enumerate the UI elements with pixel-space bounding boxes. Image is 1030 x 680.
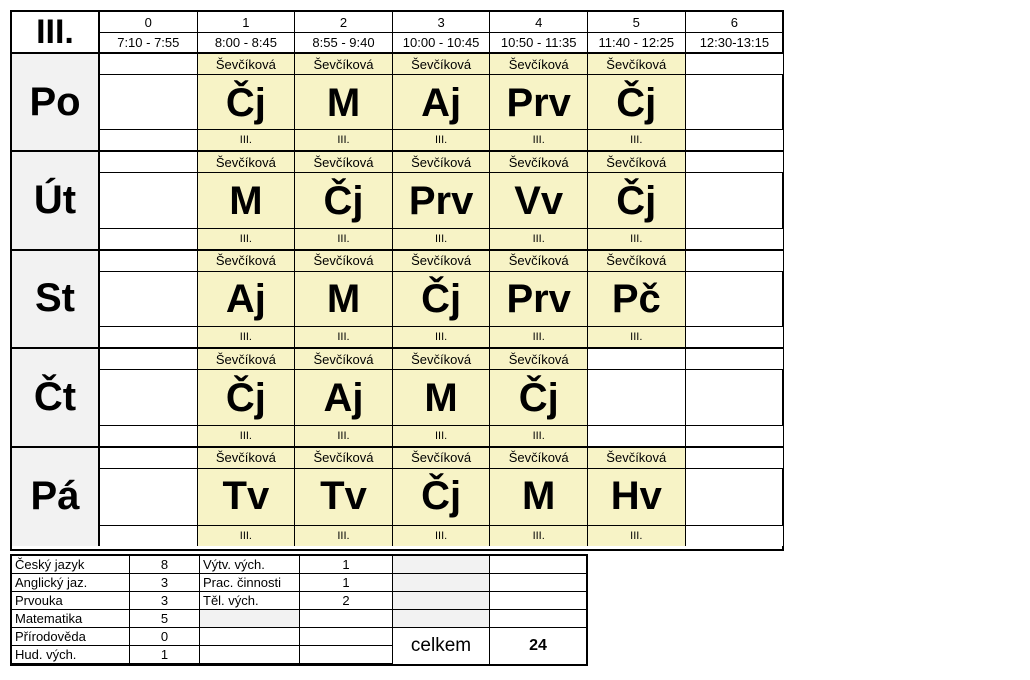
lesson-cell [490,251,588,349]
room-label: III. [198,525,295,546]
empty-teacher-row [100,349,197,370]
room-label: III. [490,326,587,347]
day-label: St [12,251,100,349]
subject-count: 5 [130,610,200,628]
teacher-name: Ševčíková [295,54,392,75]
subject-name: Anglický jaz. [12,574,130,592]
empty-slot [686,152,784,250]
empty-slot [100,349,198,447]
lesson-cell [490,152,588,250]
room-label: III. [490,129,587,150]
period-time: 10:00 - 10:45 [393,33,491,54]
teacher-name: Ševčíková [490,251,587,272]
timetable [10,10,784,551]
empty-cell [300,646,393,664]
empty-room-row [100,525,197,546]
empty-cell [200,628,300,646]
teacher-name: Ševčíková [198,448,295,469]
empty-room-row [686,425,784,446]
subject-code: Aj [225,277,266,322]
room-label: III. [588,129,685,150]
teacher-name: Ševčíková [393,54,490,75]
empty-cell [200,646,300,664]
empty-room-row [686,129,784,150]
subject-name: Přírodověda [12,628,130,646]
period-time: 7:10 - 7:55 [100,33,198,54]
empty-room-row [588,425,685,446]
empty-cell [393,574,490,592]
teacher-name: Ševčíková [295,251,392,272]
teacher-name: Ševčíková [393,152,490,173]
subject-code: Čj [518,375,559,420]
subject-count: 2 [300,592,393,610]
empty-slot [100,251,198,349]
period-number: 5 [588,12,686,33]
teacher-name: Ševčíková [198,349,295,370]
room-label: III. [393,228,490,249]
lesson-cell [588,251,686,349]
room-label: III. [295,525,392,546]
subject-code: Čj [323,178,364,223]
lesson-cell [295,251,393,349]
teacher-name: Ševčíková [198,152,295,173]
teacher-name: Ševčíková [490,349,587,370]
subject-code: Prv [506,80,571,125]
teacher-name: Ševčíková [588,54,685,75]
lesson-cell [588,152,686,250]
room-label: III. [198,326,295,347]
room-label: III. [393,525,490,546]
room-label: III. [490,525,587,546]
subject-code: Čj [421,474,462,519]
subject-count: 1 [300,574,393,592]
subject-name: Těl. vých. [200,592,300,610]
subject-code: Hv [610,474,662,519]
teacher-name: Ševčíková [588,152,685,173]
room-label: III. [393,425,490,446]
class-title: III. [12,12,100,54]
period-time: 11:40 - 12:25 [588,33,686,54]
empty-room-row [100,129,197,150]
period-number: 6 [686,12,784,33]
room-label: III. [588,228,685,249]
subject-name: Český jazyk [12,556,130,574]
subject-code: M [229,178,263,223]
lesson-cell [295,349,393,447]
lesson-cell [490,54,588,152]
empty-cell [393,556,490,574]
lesson-cell [393,448,491,546]
period-time: 10:50 - 11:35 [490,33,588,54]
room-label: III. [588,326,685,347]
teacher-name: Ševčíková [198,54,295,75]
lesson-cell [588,448,686,546]
empty-teacher-row [686,251,784,272]
total-value: 24 [529,637,547,654]
lesson-cell [393,54,491,152]
lesson-cell [490,448,588,546]
lesson-cell [295,152,393,250]
total-label: celkem [393,628,490,664]
subject-code: Pč [611,277,661,322]
empty-slot [100,448,198,546]
lesson-cell [393,152,491,250]
teacher-name: Ševčíková [295,448,392,469]
lesson-cell [198,448,296,546]
empty-room-row [100,228,197,249]
empty-teacher-row [588,349,685,370]
lesson-cell [295,448,393,546]
empty-teacher-row [100,448,197,469]
subject-count: 8 [130,556,200,574]
subject-count: 1 [300,556,393,574]
lesson-cell [490,349,588,447]
subject-code: Čj [421,277,462,322]
empty-slot [686,448,784,546]
subject-name: Prac. činnosti [200,574,300,592]
lesson-cell [198,54,296,152]
subject-code: Aj [421,80,462,125]
teacher-name: Ševčíková [295,152,392,173]
empty-teacher-row [100,152,197,173]
room-label: III. [295,425,392,446]
room-label: III. [295,228,392,249]
subject-code: Čj [616,178,657,223]
subject-code: M [424,375,458,420]
empty-slot [100,54,198,152]
subject-code: M [326,277,361,322]
lesson-cell [198,152,296,250]
subject-count: 3 [130,574,200,592]
teacher-name: Ševčíková [490,54,587,75]
day-label: Po [12,54,100,152]
empty-teacher-row [686,349,784,370]
empty-cell [200,610,300,628]
day-label: Út [12,152,100,250]
subject-code: Tv [320,474,367,519]
empty-teacher-row [100,251,197,272]
lesson-cell [295,54,393,152]
empty-teacher-row [686,448,784,469]
empty-slot [686,349,784,447]
subject-code: Čj [616,80,657,125]
room-label: III. [198,425,295,446]
empty-slot [100,152,198,250]
subject-count: 0 [130,628,200,646]
day-label: Pá [12,448,100,546]
room-label: III. [588,525,685,546]
room-label: III. [198,228,295,249]
teacher-name: Ševčíková [490,448,587,469]
subject-code: Tv [222,474,270,519]
lesson-cell [588,54,686,152]
subject-code: Čj [225,375,266,420]
empty-cell [490,574,586,592]
room-label: III. [393,129,490,150]
empty-cell [300,628,393,646]
empty-room-row [686,228,784,249]
teacher-name: Ševčíková [588,251,685,272]
subject-code: Aj [323,375,364,420]
room-label: III. [295,129,392,150]
teacher-name: Ševčíková [198,251,295,272]
empty-room-row [686,326,784,347]
subject-code: Prv [506,277,571,322]
subject-code: Vv [514,178,564,223]
empty-slot [686,251,784,349]
teacher-name: Ševčíková [393,448,490,469]
period-number: 3 [393,12,491,33]
period-number: 1 [198,12,296,33]
empty-cell [490,592,586,610]
subject-code: Čj [225,80,266,125]
subject-code: Prv [408,178,474,223]
lesson-cell [198,349,296,447]
teacher-name: Ševčíková [393,251,490,272]
subject-summary-table [10,554,588,666]
empty-cell [300,610,393,628]
empty-cell [490,610,586,628]
teacher-name: Ševčíková [588,448,685,469]
period-time: 12:30-13:15 [686,33,784,54]
subject-name: Hud. vých. [12,646,130,664]
empty-slot [686,54,784,152]
empty-room-row [100,326,197,347]
lesson-cell [393,251,491,349]
subject-name: Výtv. vých. [200,556,300,574]
empty-cell [393,610,490,628]
empty-slot [588,349,686,447]
empty-teacher-row [100,54,197,75]
period-number: 2 [295,12,393,33]
empty-room-row [100,425,197,446]
subject-code: M [522,474,556,519]
period-number: 0 [100,12,198,33]
lesson-cell [198,251,296,349]
subject-name: Prvouka [12,592,130,610]
empty-cell [490,556,586,574]
room-label: III. [295,326,392,347]
subject-code: M [326,80,361,125]
teacher-name: Ševčíková [393,349,490,370]
room-label: III. [198,129,295,150]
teacher-name: Ševčíková [490,152,587,173]
period-time: 8:55 - 9:40 [295,33,393,54]
period-time: 8:00 - 8:45 [198,33,296,54]
day-label: Čt [12,349,100,447]
room-label: III. [490,425,587,446]
lesson-cell [393,349,491,447]
empty-teacher-row [686,54,784,75]
subject-count: 3 [130,592,200,610]
subject-name: Matematika [12,610,130,628]
empty-cell [393,592,490,610]
teacher-name: Ševčíková [295,349,392,370]
empty-room-row [686,525,784,546]
empty-teacher-row [686,152,784,173]
period-number: 4 [490,12,588,33]
subject-count: 1 [130,646,200,664]
room-label: III. [393,326,490,347]
room-label: III. [490,228,587,249]
